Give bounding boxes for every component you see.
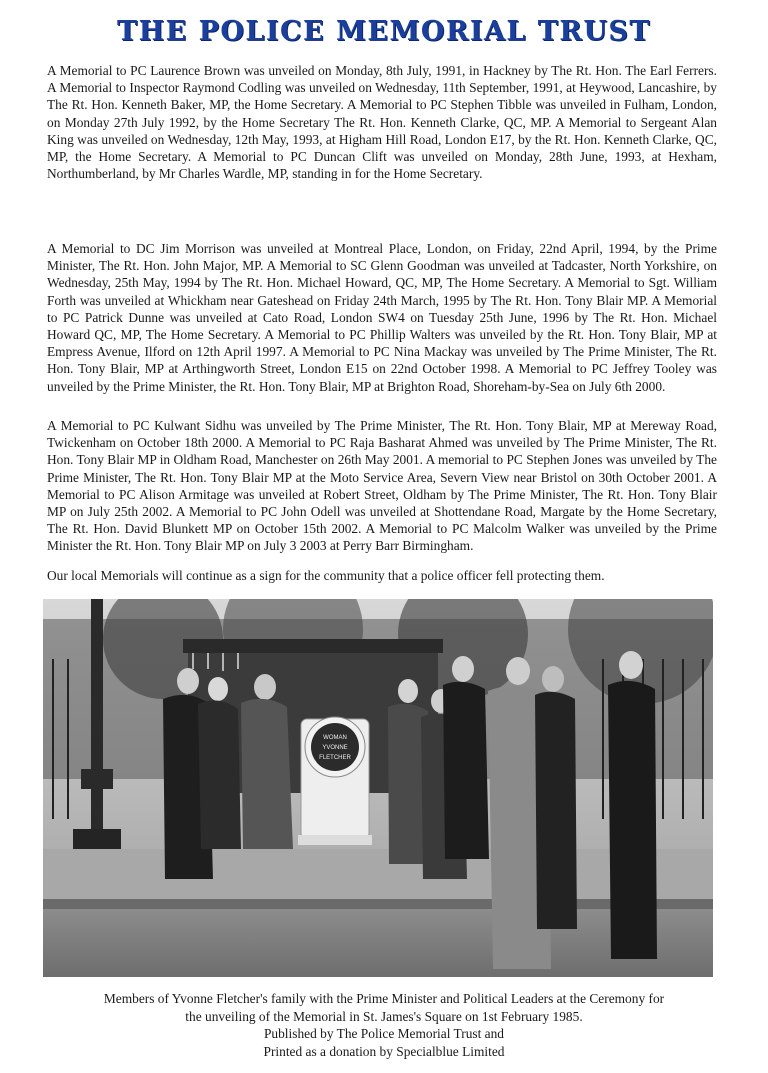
plaque-line-2: YVONNE	[322, 745, 348, 751]
printer-line: Printed as a donation by Specialblue Limited	[263, 1043, 505, 1059]
plaque-line-1: WOMAN	[323, 735, 347, 741]
ceremony-photo	[43, 599, 713, 977]
memorial-paragraph-3: A Memorial to PC Kulwant Sidhu was unveiled by The Prime Minister, The Rt. Hon. Tony Blair, MP at Mereway Road, Twickenham on October 18th 2000. A Memorial to PC Raja Basharat Ahmed was unveiled by The Prime Minister, The Rt. Hon. Tony Blair MP in Oldham Road, Manchester on 26th May 2001. A memorial to PC Stephen Jones was unveiled by The Prime Minister, The Rt. Hon. Tony Blair MP at the Moto Service Area, Severn View near Bristol on 30th October 2001. A Memorial to PC Alison Armitage was unveiled at Robert Street, Oldham by The Prime Minister, The Rt. Hon. Tony Blair MP on July 25th 2002. A Memorial to PC John Odell was unveiled at Shottendane Road, Margate by the Home Secretary, The Rt. Hon. David Blunkett MP on October 15th 2002. A Memorial to PC Malcolm Walker was unveiled by the Prime Minister the Rt. Hon. Tony Blair MP on July 3 2003 at Perry Barr Birmingham.	[47, 418, 717, 554]
caption-line-1: Members of Yvonne Fletcher's family with the Prime Minister and Political Leaders at the Ceremony for	[103, 991, 665, 1006]
page-title: THE POLICE MEMORIAL TRUST	[117, 16, 651, 47]
ceremony-photo-illustration	[43, 599, 713, 977]
publisher-line: Published by The Police Memorial Trust and	[263, 1026, 505, 1041]
plaque-line-3: FLETCHER	[319, 755, 351, 761]
memorial-paragraph-1: A Memorial to PC Laurence Brown was unveiled on Monday, 8th July, 1991, in Hackney by The Rt. Hon. The Earl Ferrers. A Memorial to Inspector Raymond Codling was unveiled on Wednesday, 11th September, 1991, at Heywood, Lancashire, by The Rt. Hon. Kenneth Baker, MP, the Home Secretary. A Memorial to PC Stephen Tibble was unveiled in Fulham, London, on Monday 27th July 1992, by the Home Secretary The Rt. Hon. Kenneth Clarke, QC, MP. A Memorial to Sergeant Alan King was unveiled on Wednesday, 12th May, 1993, at Higham Hill Road, London E17, by the Rt. Hon. Kenneth Clarke, QC, MP, the Home Secretary. A Memorial to PC Duncan Clift was unveiled on Monday, 28th June, 1993, at Hexham, Northumberland, by Mr Charles Wardle, MP, standing in for the Home Secretary.	[47, 63, 717, 182]
photo-caption	[30, 990, 738, 1060]
closing-statement: Our local Memorials will continue as a sign for the community that a police officer fell protecting them.	[47, 568, 605, 583]
caption-line-2: the unveiling of the Memorial in St. James's Square on 1st February 1985.	[185, 1008, 583, 1024]
memorial-paragraph-2: A Memorial to DC Jim Morrison was unveiled at Montreal Place, London, on Friday, 22nd April, 1994, by the Prime Minister, The Rt. Hon. John Major, MP. A Memorial to SC Glenn Goodman was unveiled at Tadcaster, North Yorkshire, on Wednesday, 25th May, 1994 by The Rt. Hon. Michael Howard, QC, MP, The Home Secretary. A Memorial to Sgt. William Forth was unveiled at Whickham near Gateshead on Friday 24th March, 1995 by The Rt. Hon. Tony Blair MP. A Memorial to PC Patrick Dunne was unveiled at Cato Road, London SW4 on Tuesday 25th June, 1996 by The Rt. Hon. Michael Howard QC, MP, The Home Secretary. A Memorial to PC Phillip Walters was unveiled by the Rt. Hon. Tony Blair, MP at Empress Avenue, Ilford on 12th April 1997. A Memorial to PC Nina Mackay was unveiled by The Prime Minister, The Rt. Hon. Tony Blair, MP at Arthingworth Street, London E15 on 22nd October 1998. A Memorial to PC Jeffrey Tooley was unveiled by the Prime Minister, the Rt. Hon. Tony Blair, MP at Brighton Road, Shoreham-by-Sea on July 6th 2000.	[47, 241, 717, 394]
